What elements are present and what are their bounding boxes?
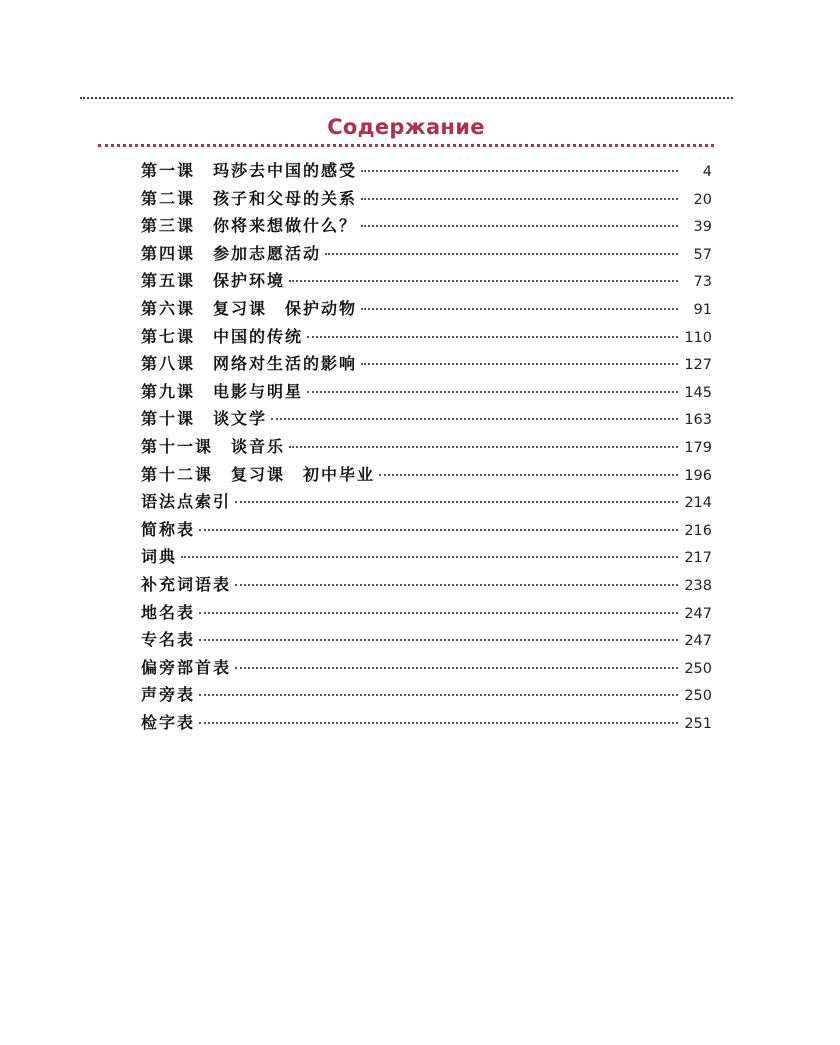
toc-entry-label: 第一课 玛莎去中国的感受 bbox=[141, 161, 358, 180]
toc-entry-page-number: 216 bbox=[684, 522, 712, 539]
toc-dot-leader bbox=[271, 418, 678, 420]
toc-entry-page-number: 217 bbox=[684, 550, 712, 567]
page-title: Содержание bbox=[327, 115, 485, 139]
toc-dot-leader bbox=[235, 667, 678, 669]
toc-entry[interactable] bbox=[141, 543, 712, 571]
toc-entry-page-number: 251 bbox=[684, 715, 712, 732]
toc-dot-leader bbox=[361, 308, 678, 310]
toc-entry-page-number: 145 bbox=[684, 384, 712, 401]
toc-entry-label: 地名表 bbox=[141, 602, 196, 622]
toc-entry-page-number: 163 bbox=[684, 412, 712, 429]
toc-entry[interactable] bbox=[141, 571, 712, 599]
toc-entry[interactable] bbox=[141, 157, 712, 185]
toc-entry-label: 第五课 保护环境 bbox=[141, 271, 286, 291]
toc-dot-leader bbox=[361, 363, 678, 365]
toc-dot-leader bbox=[199, 529, 678, 531]
toc-dot-leader bbox=[307, 391, 678, 393]
toc-entry-page-number: 73 bbox=[693, 274, 712, 291]
title-dotted-rule bbox=[98, 144, 714, 147]
toc-entry-label: 声旁表 bbox=[141, 685, 196, 705]
toc-entry[interactable] bbox=[141, 599, 712, 627]
toc-entry-label: 第八课 网络对生活的影响 bbox=[141, 354, 358, 374]
toc-entry[interactable] bbox=[141, 488, 712, 516]
toc-entry[interactable] bbox=[141, 323, 712, 351]
toc-entry-page-number: 250 bbox=[684, 660, 712, 677]
toc-entry-page-number: 4 bbox=[702, 164, 712, 180]
toc-entry-label: 补充词语表 bbox=[141, 574, 232, 594]
toc-entry-page-number: 247 bbox=[684, 605, 712, 622]
toc-entry-label: 第九课 电影与明星 bbox=[141, 381, 304, 401]
toc-entry-page-number: 247 bbox=[684, 633, 712, 650]
toc-entry-label: 语法点索引 bbox=[141, 492, 232, 512]
toc-dot-leader bbox=[235, 501, 678, 503]
toc-entry[interactable] bbox=[141, 626, 712, 654]
toc-entry-page-number: 110 bbox=[684, 329, 712, 346]
toc-entry-label: 第六课 复习课 保护动物 bbox=[141, 298, 358, 318]
header-dotted-rule bbox=[80, 97, 733, 99]
toc-entry-label: 简称表 bbox=[141, 519, 196, 539]
toc-entry-label: 第十一课 谈音乐 bbox=[141, 436, 286, 456]
toc-entry[interactable] bbox=[141, 267, 712, 295]
toc-dot-leader bbox=[361, 225, 678, 227]
toc-entry-page-number: 39 bbox=[693, 219, 712, 236]
toc-entry-label: 检字表 bbox=[141, 712, 196, 732]
toc-entry-label: 第十二课 复习课 初中毕业 bbox=[141, 464, 376, 484]
toc-entry[interactable] bbox=[141, 516, 712, 544]
toc-dot-leader bbox=[361, 198, 678, 200]
toc-entry[interactable] bbox=[141, 212, 712, 240]
toc-dot-leader bbox=[199, 612, 678, 614]
toc-entry-page-number: 238 bbox=[684, 577, 712, 594]
toc-dot-leader bbox=[289, 446, 678, 448]
toc-entry[interactable] bbox=[141, 709, 712, 737]
toc-entry-label: 偏旁部首表 bbox=[141, 657, 232, 677]
toc-dot-leader bbox=[199, 639, 678, 641]
toc-entry-page-number: 250 bbox=[684, 688, 712, 705]
toc-dot-leader bbox=[181, 556, 678, 558]
toc-entry[interactable] bbox=[141, 350, 712, 378]
toc-dot-leader bbox=[307, 336, 678, 338]
toc-dot-leader bbox=[235, 584, 678, 586]
toc-dot-leader bbox=[199, 722, 678, 724]
toc-dot-leader bbox=[199, 694, 678, 696]
toc-entry[interactable] bbox=[141, 681, 712, 709]
toc-dot-leader bbox=[325, 253, 678, 255]
toc-entry-page-number: 214 bbox=[684, 495, 712, 512]
toc-entry-label: 第七课 中国的传统 bbox=[141, 326, 304, 346]
toc-entry[interactable] bbox=[141, 378, 712, 406]
toc-entry[interactable] bbox=[141, 240, 712, 268]
toc-entry[interactable] bbox=[141, 185, 712, 213]
toc-entry[interactable] bbox=[141, 433, 712, 461]
toc-dot-leader bbox=[289, 280, 678, 282]
toc-entry-page-number: 20 bbox=[693, 191, 712, 208]
toc-entry[interactable] bbox=[141, 295, 712, 323]
toc-entry-label: 第四课 参加志愿活动 bbox=[141, 243, 322, 263]
toc-entry-label: 词典 bbox=[141, 547, 178, 567]
toc-entry-page-number: 91 bbox=[693, 301, 712, 318]
toc-entry-page-number: 57 bbox=[693, 246, 712, 263]
toc-entry[interactable] bbox=[141, 654, 712, 682]
toc-entry-label: 第十课 谈文学 bbox=[141, 409, 268, 429]
table-of-contents bbox=[141, 157, 712, 736]
toc-entry-page-number: 179 bbox=[684, 439, 712, 456]
toc-entry-label: 第三课 你将来想做什么？ bbox=[141, 216, 358, 236]
toc-entry-page-number: 196 bbox=[684, 467, 712, 484]
toc-entry[interactable] bbox=[141, 405, 712, 433]
toc-entry[interactable] bbox=[141, 461, 712, 489]
toc-entry-page-number: 127 bbox=[684, 357, 712, 374]
toc-dot-leader bbox=[361, 170, 678, 172]
toc-entry-label: 第二课 孩子和父母的关系 bbox=[141, 188, 358, 208]
toc-entry-label: 专名表 bbox=[141, 630, 196, 650]
toc-dot-leader bbox=[379, 474, 678, 476]
